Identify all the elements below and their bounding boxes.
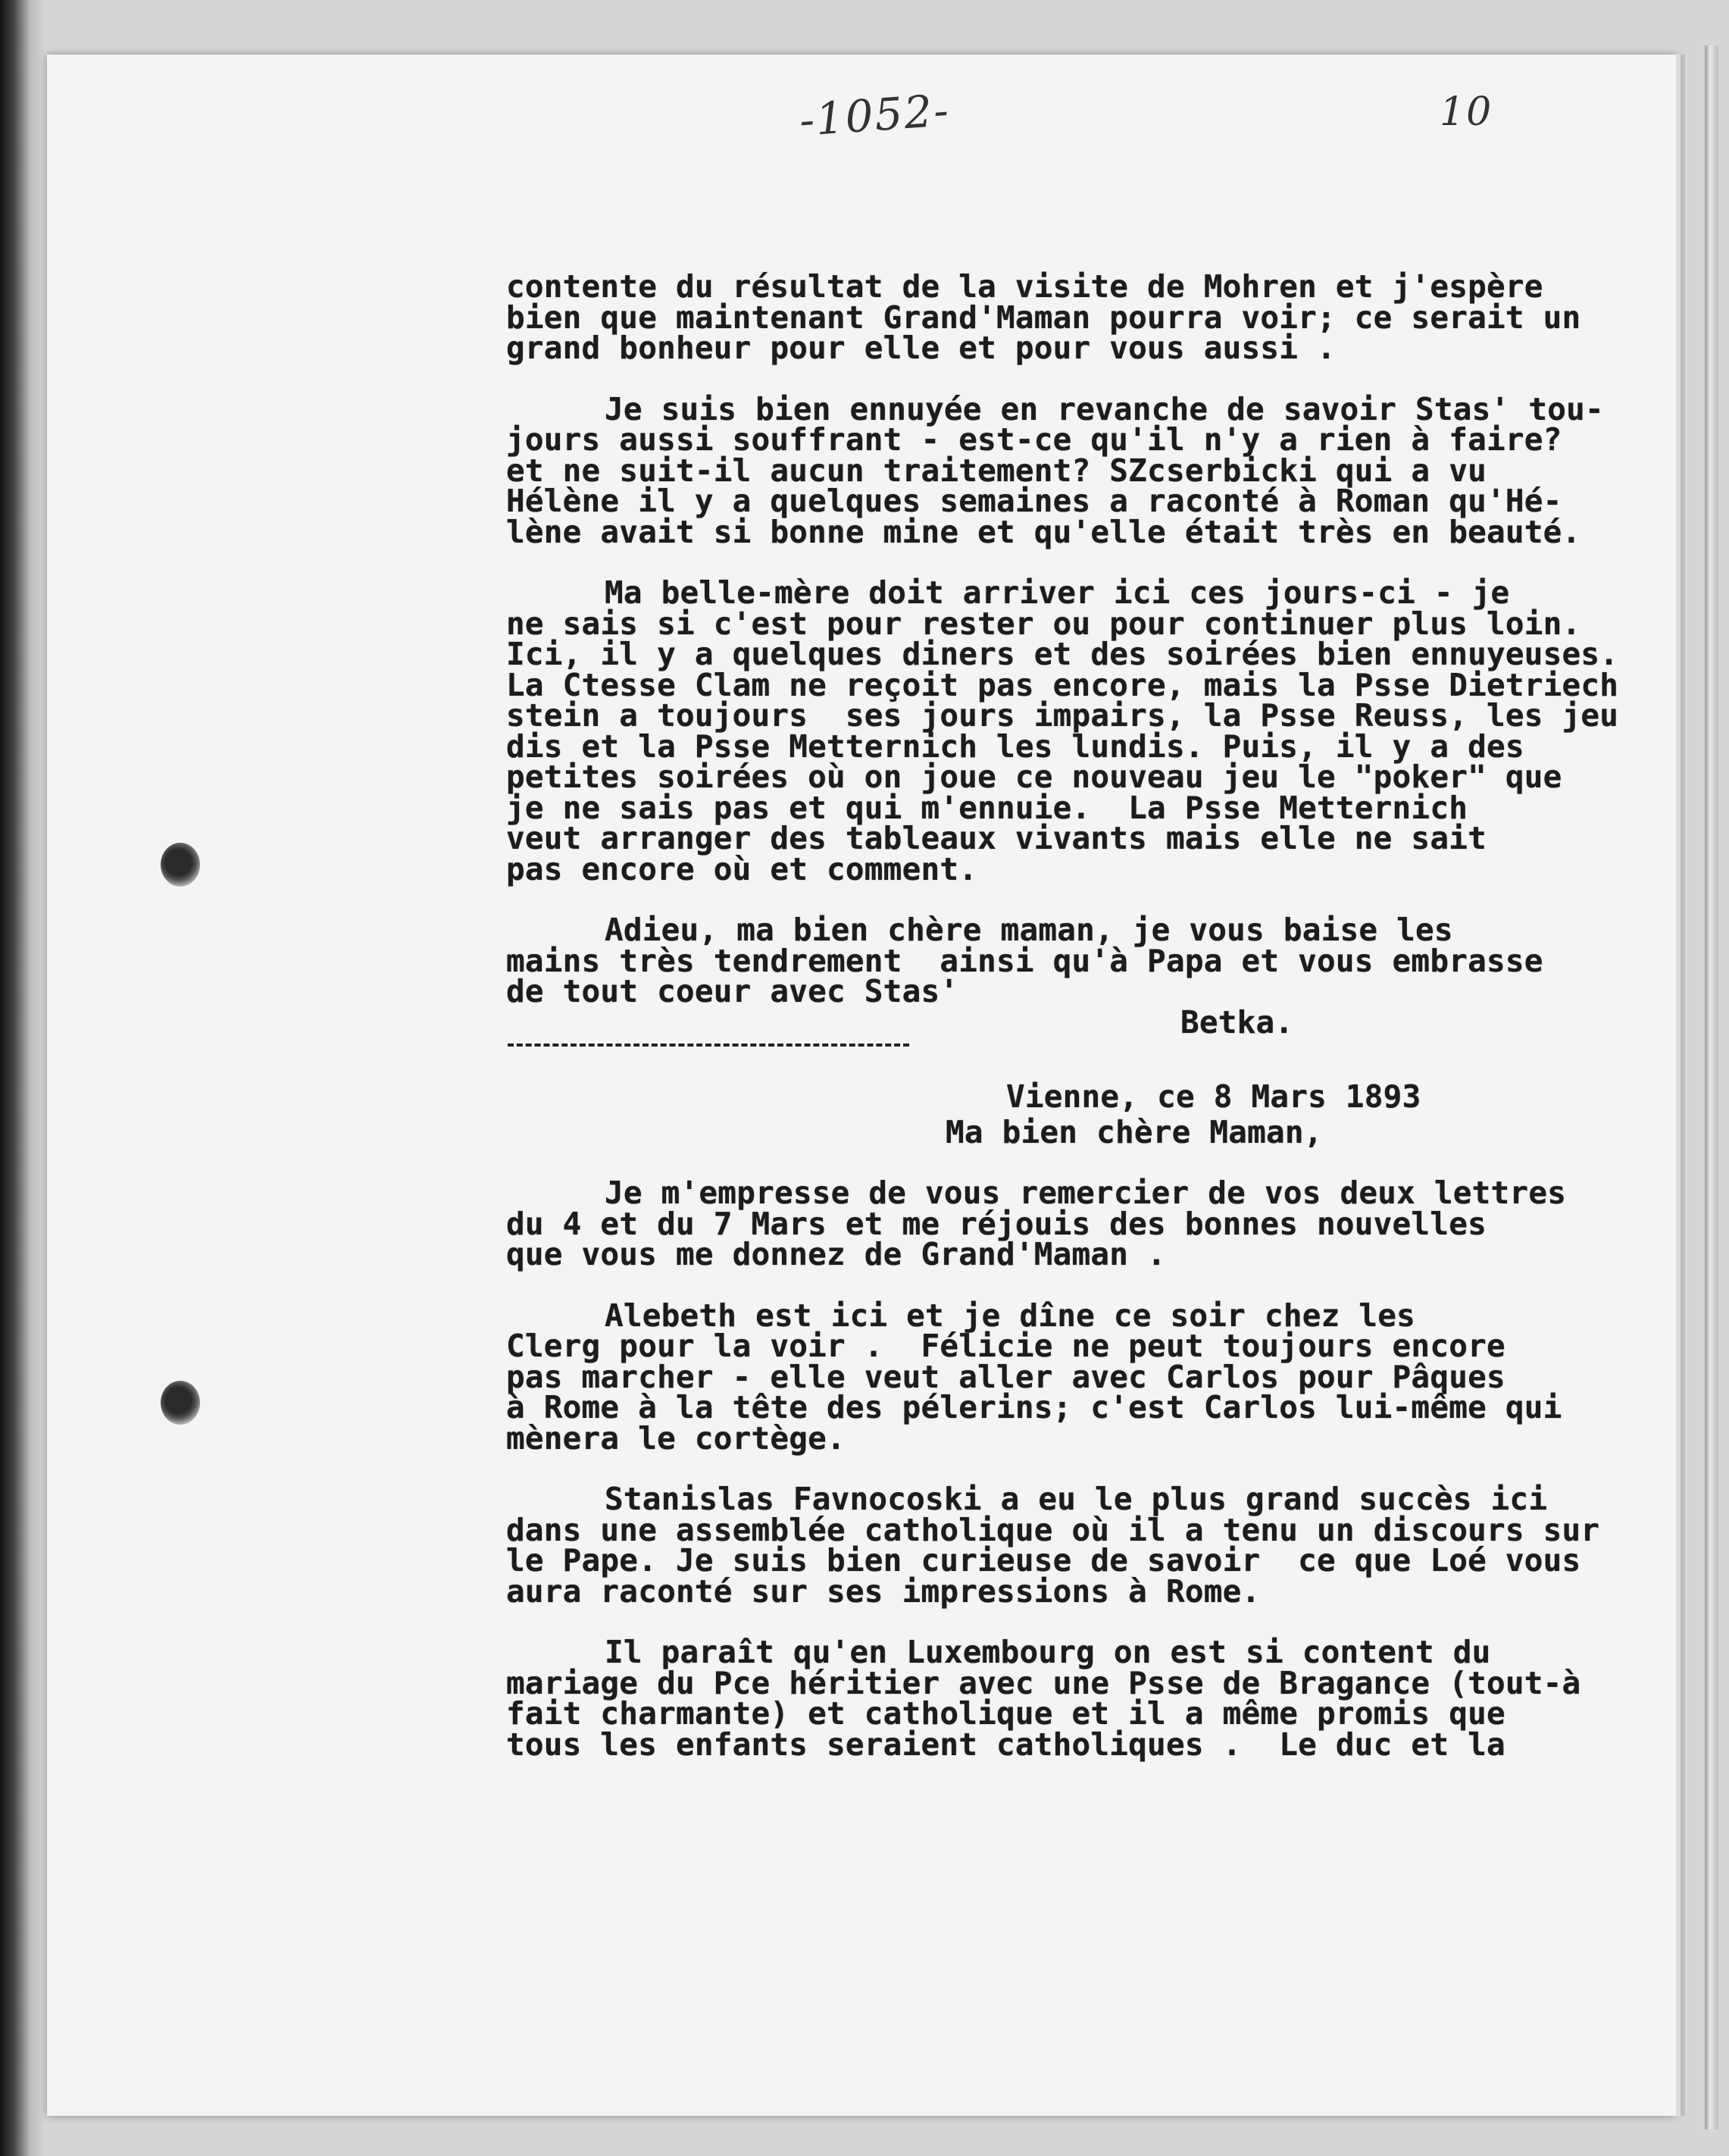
- text-line: que vous me donnez de Grand'Maman .: [506, 1236, 1166, 1272]
- page-edge-shadow: [1705, 45, 1718, 2129]
- letter-separator: [508, 1044, 909, 1047]
- letter1-opening-paragraph: [506, 268, 1673, 366]
- text-line: Ma belle-mère doit arriver ici ces jours-ci - je: [605, 574, 1510, 611]
- handwritten-page-code: -1052-: [797, 84, 952, 146]
- text-line: aura raconté sur ses impressions à Rome.: [506, 1572, 1261, 1610]
- text-line: tous les enfants seraient catholiques . Le duc et la: [506, 1726, 1505, 1763]
- text-line: La Ctesse Clam ne reçoit pas encore, mais la Psse Dietriech: [506, 666, 1619, 703]
- text-line: fait charmante) et catholique et il a même promis que: [506, 1695, 1505, 1732]
- handwritten-page-number: 10: [1440, 89, 1493, 135]
- text-line: mariage du Pce héritier avec une Psse de Bragance (tout-à: [506, 1664, 1581, 1701]
- letter-body: [506, 268, 1673, 1763]
- text-line: du 4 et du 7 Mars et me réjouis des bonnes nouvelles: [506, 1205, 1487, 1242]
- text-line: contente du résultat de la visite de Mohren et j'espère: [506, 268, 1543, 305]
- letter2-paragraph-3: [506, 1481, 1673, 1610]
- letter2-paragraph-1: [506, 1175, 1673, 1272]
- text-line: dans une assemblée catholique où il a tenu un discours sur: [506, 1511, 1600, 1548]
- text-line: dis et la Psse Metternich les lundis. Puis, il y a des: [506, 728, 1524, 765]
- text-line: Adieu, ma bien chère maman, je vous baise les: [605, 912, 1453, 948]
- punch-hole-icon: [161, 1381, 200, 1425]
- text-line: Hélène il y a quelques semaines a raconté à Roman qu'Hé-: [506, 483, 1562, 519]
- letter-salutation: Ma bien chère Maman,: [946, 1113, 1323, 1150]
- signature: Betka.: [1180, 1003, 1294, 1040]
- text-line: stein a toujours ses jours impairs, la Psse Reuss, les jeu: [506, 697, 1619, 734]
- text-line: à Rome à la tête des pélerins; c'est Carlos lui-même qui: [506, 1389, 1562, 1425]
- text-line: mènera le cortège.: [506, 1419, 846, 1457]
- text-line: lène avait si bonne mine et qu'elle était très en beauté.: [506, 513, 1581, 550]
- text-line: Stanislas Favnocoski a eu le plus grand succès ici: [605, 1481, 1548, 1517]
- text-line: ne sais si c'est pour rester ou pour continuer plus loin.: [506, 605, 1581, 642]
- text-line: de tout coeur avec Stas': [506, 973, 959, 1009]
- text-line: veut arranger des tableaux vivants mais elle ne sait: [506, 820, 1487, 856]
- letter2-paragraph-2: [506, 1297, 1673, 1457]
- text-line: Il paraît qu'en Luxembourg on est si content du: [605, 1634, 1491, 1670]
- letter-date: Vienne, ce 8 Mars 1893: [1006, 1078, 1421, 1115]
- text-line: mains très tendrement ainsi qu'à Papa et vous embrasse: [506, 942, 1543, 979]
- text-line: Alebeth est ici et je dîne ce soir chez les: [605, 1297, 1416, 1334]
- text-line: Ici, il y a quelques diners et des soirées bien ennuyeuses.: [506, 636, 1619, 672]
- text-line: jours aussi souffrant - est-ce qu'il n'y a rien à faire?: [506, 421, 1562, 458]
- text-line: Clerg pour la voir . Félicie ne peut toujours encore: [506, 1328, 1505, 1364]
- text-line: et ne suit-il aucun traitement? SZcserbicki qui a vu: [506, 452, 1487, 489]
- text-line: pas encore où et comment.: [506, 850, 978, 887]
- text-line: je ne sais pas et qui m'ennuie. La Psse Metternich: [506, 789, 1468, 826]
- letter1-closing-paragraph: [506, 912, 1673, 1009]
- punch-hole-icon: [161, 843, 200, 887]
- text-line: pas marcher - elle veut aller avec Carlos pour Pâques: [506, 1358, 1505, 1395]
- letter1-paragraph-2: [506, 390, 1673, 550]
- letter2-paragraph-4: [506, 1634, 1673, 1763]
- text-line: bien que maintenant Grand'Maman pourra voir; ce serait un: [506, 299, 1581, 336]
- text-line: petites soirées où on joue ce nouveau jeu le "poker" que: [506, 759, 1562, 795]
- text-line: le Pape. Je suis bien curieuse de savoir ce que Loé vous: [506, 1542, 1581, 1579]
- letter1-paragraph-3: [506, 574, 1673, 887]
- text-line: Je m'empresse de vous remercier de vos deux lettres: [605, 1175, 1567, 1211]
- text-line: Je suis bien ennuyée en revanche de savoir Stas' tou-: [605, 390, 1604, 427]
- text-line: grand bonheur pour elle et pour vous aussi .: [506, 330, 1336, 366]
